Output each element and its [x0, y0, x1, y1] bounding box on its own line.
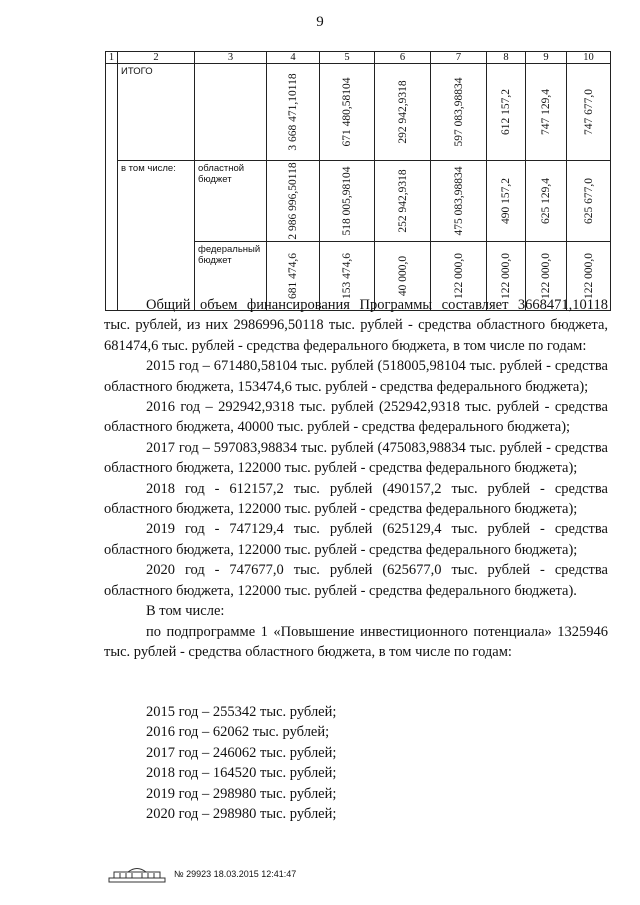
paragraph-2015: 2015 год – 671480,58104 тыс. рублей (518005,98104 тыс. рублей - средства областного бюджета, 153474,6 тыс. рублей - средства федерального бюджета);	[104, 358, 608, 395]
paragraph-2018: 2018 год - 612157,2 тыс. рублей (490157,2 тыс. рублей - средства областного бюджета, 122000 тыс. рублей - средства федерального бюджета);	[104, 480, 608, 518]
row-sublabel-federal: федеральный бюджет	[198, 244, 261, 266]
table-cell-value: 490 157,2	[487, 161, 526, 242]
financing-table	[105, 51, 611, 311]
header-cell: 9	[526, 52, 567, 64]
list-item: 2015 год – 255342 тыс. рублей;	[146, 704, 337, 720]
header-cell: 8	[487, 52, 526, 64]
table-cell-value: 2 986 996,50118	[267, 161, 320, 242]
table-cell-value: 122 000,0	[567, 242, 611, 311]
government-building-seal-icon	[108, 864, 166, 884]
table-cell-label	[118, 161, 195, 311]
table-cell-sublabel	[195, 161, 267, 242]
table-cell-value: 122 000,0	[487, 242, 526, 311]
list-item: 2016 год – 62062 тыс. рублей;	[146, 724, 330, 741]
row-sublabel-regional: областной бюджет	[198, 163, 245, 185]
table-row-total	[106, 64, 611, 161]
subprogram-years-list	[146, 702, 336, 824]
header-cell: 5	[320, 52, 375, 64]
table-cell-value: 518 005,98104	[320, 161, 375, 242]
table-cell-value: 681 474,6	[267, 242, 320, 311]
list-item: 2018 год – 164520 тыс. рублей;	[146, 765, 337, 782]
paragraph-2019: 2019 год - 747129,4 тыс. рублей (625129,4 тыс. рублей - средства областного бюджета, 122000 тыс. рублей - средства федерального бюджета);	[104, 521, 608, 558]
list-item: 2019 год – 298980 тыс. рублей;	[146, 785, 337, 802]
registration-stamp: № 29923 18.03.2015 12:41:47	[174, 869, 297, 879]
header-cell: 10	[567, 52, 611, 64]
body-text	[104, 295, 608, 662]
table-cell-label	[118, 64, 195, 161]
list-item: 2020 год – 298980 тыс. рублей;	[146, 806, 337, 823]
table-cell-value: 597 083,98834	[431, 64, 487, 161]
table-cell-value: 292 942,9318	[375, 64, 431, 161]
header-cell: 1	[106, 52, 118, 64]
table-cell-value: 40 000,0	[375, 242, 431, 311]
table-cell-value: 625 677,0	[567, 161, 611, 242]
table-cell-value: 3 668 471,10118	[267, 64, 320, 161]
header-cell: 3	[195, 52, 267, 64]
table-cell-value: 625 129,4	[526, 161, 567, 242]
table-cell-value: 612 157,2	[487, 64, 526, 161]
table-cell-value: 747 677,0	[567, 64, 611, 161]
paragraph-subprogram: по подпрограмме 1 «Повышение инвестиционного потенциала» 1325946 тыс. рублей - средства областного бюджета, в том числе по годам:	[104, 623, 608, 660]
row-label-including: в том числе:	[121, 163, 176, 174]
header-cell: 6	[375, 52, 431, 64]
paragraph-2020: 2020 год - 747677,0 тыс. рублей (625677,0 тыс. рублей - средства областного бюджета, 122000 тыс. рублей - средства федерального бюджета).	[104, 562, 608, 599]
table-cell-value: 153 474,6	[320, 242, 375, 311]
table-cell-value: 475 083,98834	[431, 161, 487, 242]
paragraph-including: В том числе:	[146, 603, 225, 620]
table-cell-value: 671 480,58104	[320, 64, 375, 161]
list-item: 2017 год – 246062 тыс. рублей;	[146, 744, 337, 761]
header-cell: 4	[267, 52, 320, 64]
document-footer	[108, 864, 296, 884]
page-number: 9	[316, 14, 324, 30]
header-cell: 2	[118, 52, 195, 64]
paragraph-2016: 2016 год – 292942,9318 тыс. рублей (252942,9318 тыс. рублей - средства областного бюджета, 40000 тыс. рублей - средства федерального бюджета);	[104, 399, 608, 436]
table-cell-value: 252 942,9318	[375, 161, 431, 242]
header-cell: 7	[431, 52, 487, 64]
table-cell-value: 747 129,4	[526, 64, 567, 161]
table-cell-empty	[106, 64, 118, 311]
row-label-total: ИТОГО	[121, 66, 153, 77]
table-cell-sublabel	[195, 64, 267, 161]
paragraph-intro: Общий объем финансирования Программы составляет 3668471,10118 тыс. рублей, из них 2986996,50118 тыс. рублей - средства областного бюджета, 681474,6 тыс. рублей - средства федерального бюджета, в том числе по годам:	[104, 297, 608, 354]
table-header-row	[106, 52, 611, 64]
table-cell-value: 122 000,0	[526, 242, 567, 311]
paragraph-2017: 2017 год – 597083,98834 тыс. рублей (475083,98834 тыс. рублей - средства областного бюджета, 122000 тыс. рублей - средства федерального бюджета);	[104, 439, 608, 477]
table-row-regional	[106, 161, 611, 242]
table-cell-value: 122 000,0	[431, 242, 487, 311]
